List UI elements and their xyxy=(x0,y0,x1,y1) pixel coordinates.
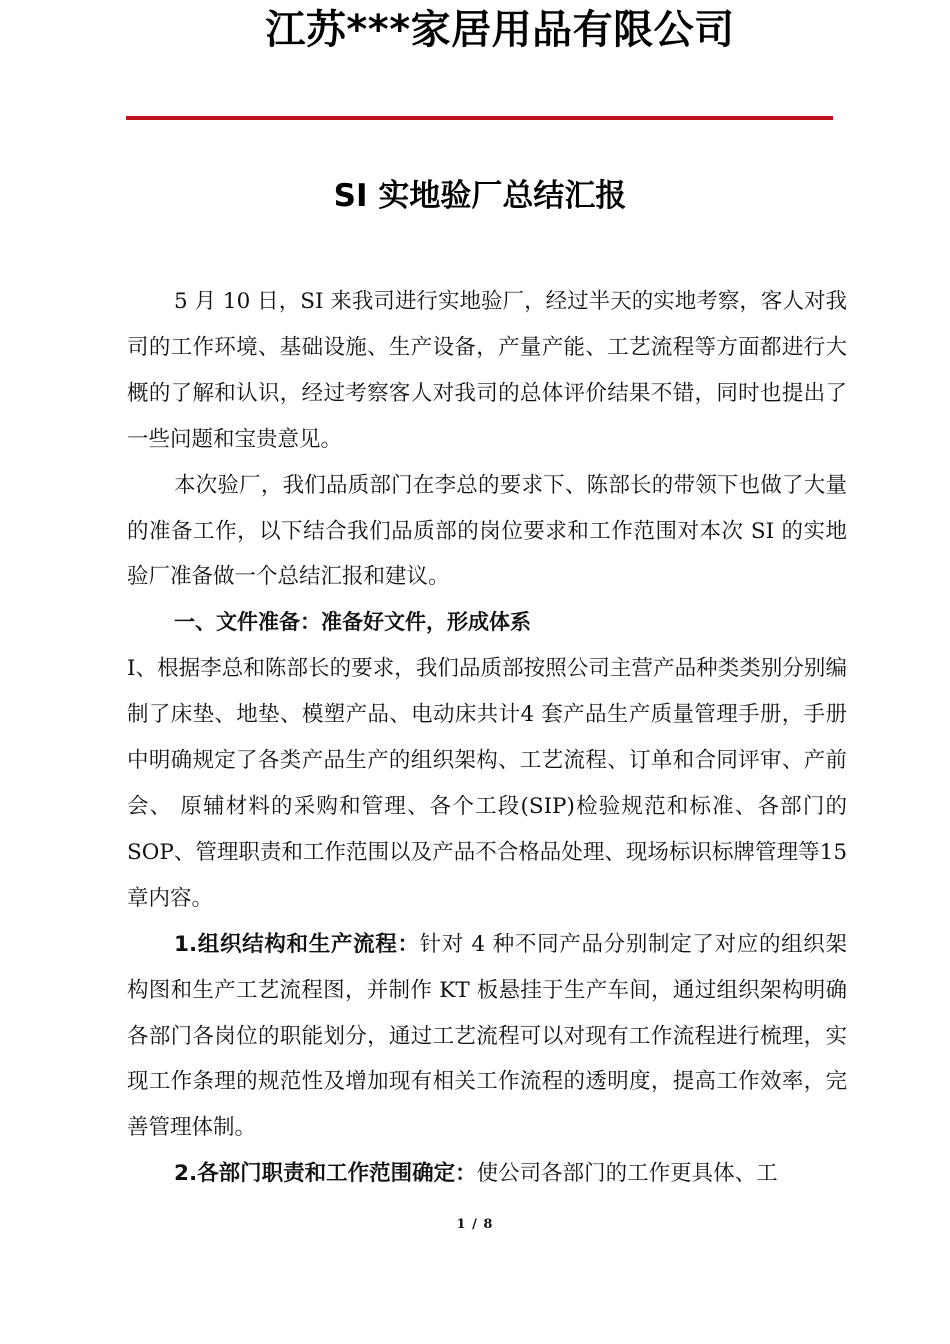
paragraph-intro: 5 月 10 日，SI 来我司进行实地验厂，经过半天的实地考察，客人对我司的工作环境、基础设施、生产设备，产量产能、工艺流程等方面都进行大概的了解和认识，经过考察客人对我司的总体评价结果不错，同时也提出了一些问题和宝贵意见。 xyxy=(127,289,847,452)
section-heading-file-preparation: 一、文件准备：准备好文件，形成体系 xyxy=(174,610,531,635)
paragraph-manuals: Ⅰ、根据李总和陈部长的要求，我们品质部按照公司主营产品种类类别分别编制了床垫、地垫、模塑产品、电动床共计4 套产品生产质量管理手册，手册中明确规定了各类产品生产的组织架构、工艺流程、订单和合同评审、产前会、 原辅材料的采购和管理、各个工段(SIP)检验规范和标准、各部门的SOP、管理职责和工作范围以及产品不合格品处理、现场标识标牌管理等15 章内容。 xyxy=(127,656,847,911)
list-item-lead: 1.组织结构和生产流程： xyxy=(174,931,420,957)
header-divider xyxy=(126,116,833,120)
document-title: SI 实地验厂总结汇报 xyxy=(333,178,627,214)
list-item-text: 使公司各部门的工作更具体、工 xyxy=(476,1161,778,1187)
list-item-organization xyxy=(127,922,847,1152)
document-body xyxy=(127,279,847,1197)
company-name: 江苏***家居用品有限公司 xyxy=(265,7,735,53)
list-item-text: 针对 4 种不同产品分别制定了对应的组织架构图和生产工艺流程图，并制作 KT 板悬挂于生产车间，通过组织架构明确各部门各岗位的职能划分，通过工艺流程可以对现有工作流程进行梳理，实现工作条理的规范性及增加现有相关工作流程的透明度，提高工作效率，完善管理体制。 xyxy=(127,931,847,1141)
page-indicator: 1 / 8 xyxy=(456,1217,494,1232)
list-item-lead: 2.各部门职责和工作范围确定： xyxy=(174,1161,477,1187)
list-item-responsibilities xyxy=(127,1151,847,1197)
paragraph-preparation: 本次验厂，我们品质部门在李总的要求下、陈部长的带领下也做了大量的准备工作，以下结合我们品质部的岗位要求和工作范围对本次 SI 的实地验厂准备做一个总结汇报和建议。 xyxy=(127,472,847,590)
